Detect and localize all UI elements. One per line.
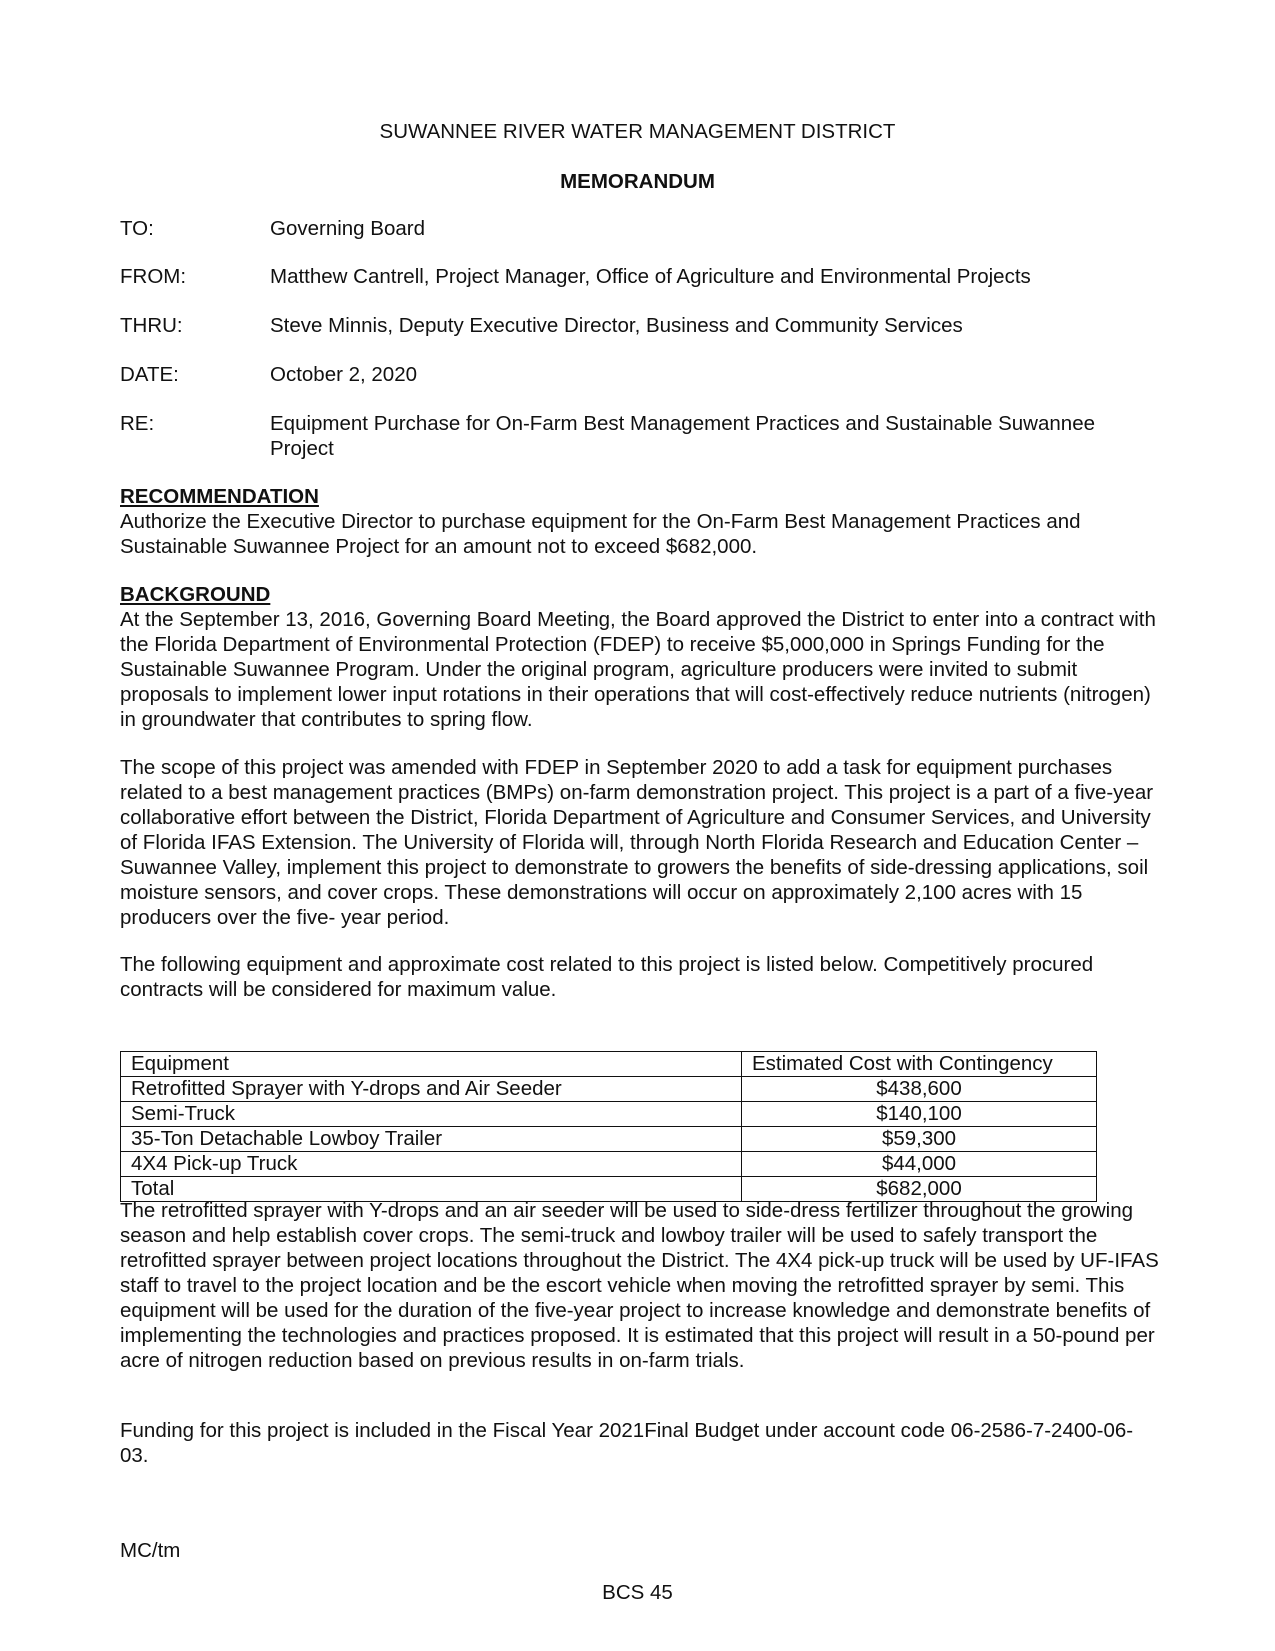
table-header-row [121,1052,1097,1077]
table-row [121,1127,1097,1152]
re-value [270,411,1170,461]
background-heading: BACKGROUND [120,583,271,606]
recommendation-text: Authorize the Executive Director to purchase equipment for the On-Farm Best Management Practices and Sustainable Suwannee Project for an amount not to exceed $682,000. [120,510,1081,558]
background-paragraph-1: At the September 13, 2016, Governing Board Meeting, the Board approved the District to enter into a contract with the Florida Department of Environmental Protection (FDEP) to receive $5,000,000 in Springs Funding for the Sustainable Suwannee Program. Under the original program, agriculture producers were invited to submit proposals to implement lower input rotations in their operations that will cost-effectively reduce nutrients (nitrogen) in groundwater that contributes to spring flow. [120,608,1156,731]
cost-column-header: Estimated Cost with Contingency [742,1052,1097,1077]
closing-paragraph-1: The retrofitted sprayer with Y-drops and an air seeder will be used to side-dress fertilizer throughout the growing season and help establish cover crops. The semi-truck and lowboy trailer will be used to safely transport the retrofitted sprayer between project locations throughout the District. The 4X4 pick-up truck will be used by UF-IFAS staff to travel to the project location and be the escort vehicle when moving the retrofitted sprayer by semi. This equipment will be used for the duration of the five-year project to increase knowledge and demonstrate benefits of implementing the technologies and practices proposed. It is estimated that this project will result in a 50-pound per acre of nitrogen reduction based on previous results in on-farm trials. [120,1199,1159,1372]
re-line-2: Project [270,437,334,460]
total-label-cell: Total [121,1177,742,1202]
date-label: DATE: [120,363,179,386]
re-line-1: Equipment Purchase for On-Farm Best Management Practices and Sustainable Suwannee [270,412,1095,435]
equipment-cell: Retrofitted Sprayer with Y-drops and Air Seeder [121,1077,742,1102]
thru-label: THRU: [120,314,183,337]
table-row [121,1077,1097,1102]
background-paragraph-3: The following equipment and approximate cost related to this project is listed below. Competitively procured contracts will be considered for maximum value. [120,953,1094,1001]
to-label: TO: [120,217,154,240]
re-label: RE: [120,412,155,435]
author-initials: MC/tm [120,1539,181,1562]
cost-cell: $438,600 [742,1077,1097,1102]
equipment-cell: Semi-Truck [121,1102,742,1127]
page-number: BCS 45 [602,1581,673,1604]
recommendation-heading: RECOMMENDATION [120,485,319,508]
cost-cell: $44,000 [742,1152,1097,1177]
thru-value: Steve Minnis, Deputy Executive Director, Business and Community Services [270,314,963,337]
equipment-cell: 4X4 Pick-up Truck [121,1152,742,1177]
cost-cell: $59,300 [742,1127,1097,1152]
background-paragraph-2: The scope of this project was amended with FDEP in September 2020 to add a task for equipment purchases related to a best management practices (BMPs) on-farm demonstration project. This project is a part of a five-year collaborative effort between the District, Florida Department of Agriculture and Consumer Services, and University of Florida IFAS Extension. The University of Florida will, through North Florida Research and Education Center – Suwannee Valley, implement this project to demonstrate to growers the benefits of side-dressing applications, soil moisture sensors, and cover crops. These demonstrations will occur on approximately 2,100 acres with 15 producers over the five- year period. [120,756,1154,929]
memo-title: MEMORANDUM [560,170,715,193]
date-value: October 2, 2020 [270,363,418,386]
from-value: Matthew Cantrell, Project Manager, Office of Agriculture and Environmental Projects [270,265,1031,288]
table-row [121,1102,1097,1127]
agency-name: SUWANNEE RIVER WATER MANAGEMENT DISTRICT [379,120,896,143]
equipment-cell: 35-Ton Detachable Lowboy Trailer [121,1127,742,1152]
cost-cell: $140,100 [742,1102,1097,1127]
from-label: FROM: [120,265,187,288]
equipment-cost-table [120,1051,1097,1202]
equipment-column-header: Equipment [121,1052,742,1077]
funding-paragraph: Funding for this project is included in the Fiscal Year 2021Final Budget under account code 06-2586-7-2400-06-03. [120,1419,1134,1467]
total-cost-cell: $682,000 [742,1177,1097,1202]
to-value: Governing Board [270,217,425,240]
table-row [121,1152,1097,1177]
